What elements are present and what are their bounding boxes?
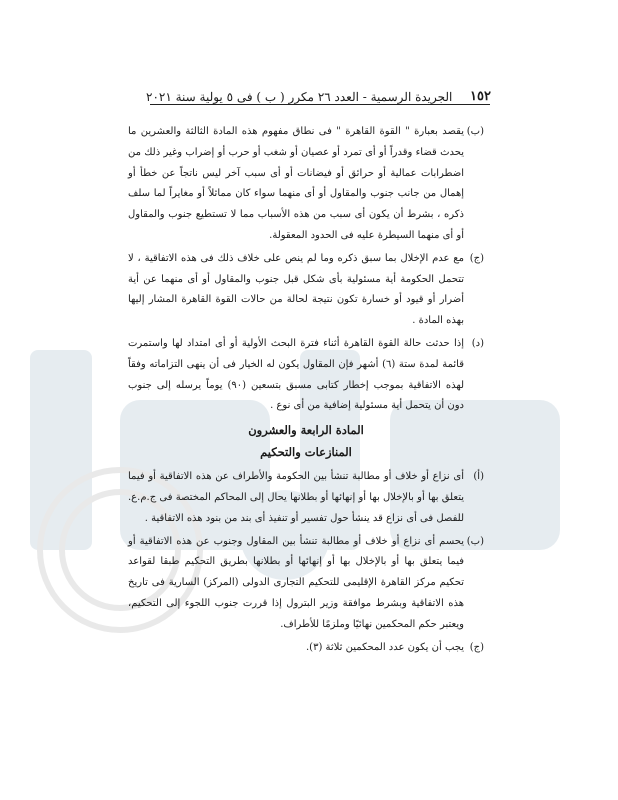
clause-paragraph xyxy=(128,638,484,659)
clause-text: يحسم أى نزاع أو خلاف أو مطالبة تنشأ بين المقاول وجنوب عن هذه الاتفاقية أو فيما يتعلق بها أو بالإخلال بها أو إنهائها أو بطلانها بطريق التحكيم طبقا لقواعد تحكيم مركز القاهرة الإقليمى للتحكيم التجارى الدولى (المركز) السارية فى تاريخ هذه الاتفاقية وبشرط موافقة وزير البترول إذا قررت جنوب اللجوء إلى التحكيم، ويعتبر حكم المحكمين نهائيًا وملزمًا للأطراف. xyxy=(128,535,464,630)
article-heading: المادة الرابعة والعشرون xyxy=(248,423,364,438)
clause-paragraph xyxy=(128,249,484,332)
clause-text: مع عدم الإخلال بما سبق ذكره وما لم ينص على خلاف ذلك فى هذه الاتفاقية ، لا تتحمل الحكومة أية مسئولية بأى شكل قبل جنوب والمقاول أو أى منهما عن أية أضرار أو قيود أو خسارة تكون نتيجة لحالة من حالات القوة القاهرة المشار إليها بهذه المادة . xyxy=(128,252,464,327)
clause-marker: (أ) xyxy=(473,471,484,483)
clause-paragraph xyxy=(128,532,484,636)
clause-marker: (ب) xyxy=(466,126,484,137)
page-header xyxy=(146,84,491,104)
header-divider xyxy=(150,104,490,105)
clause-paragraph xyxy=(128,467,484,529)
clause-marker: (ج) xyxy=(469,252,484,264)
clause-marker: (ب) xyxy=(466,535,484,547)
clause-marker: (د) xyxy=(471,337,484,349)
clause-paragraph xyxy=(128,334,484,417)
gazette-issue-line: الجريدة الرسمية - العدد ٢٦ مكرر ( ب ) فى ٥ يولية سنة ٢٠٢١ xyxy=(146,90,453,104)
article-subheading: المنازعات والتحكيم xyxy=(260,445,352,460)
clause-text: يقصد بعبارة " القوة القاهرة " فى نطاق مفهوم هذه المادة الثالثة والعشرين ما يحدث قضاء وقدراً أو أى تمرد أو عصيان أو شغب أو حرب أو إضراب وغير ذلك من اضطرابات عمالية أو حرائق أو فيضانات أو أى سبب آخر ليس ناتجاً عن خطأ أو إهمال من جانب جنوب والمقاول أو أى منهما سواء كان مماثلاً أو مغايراً لما سلف ذكره ، بشرط أن يكون أى سبب من هذه الأسباب مما لا تستطيع جنوب والمقاول أو أى منهما السيطرة عليه فى الحدود المعقولة. xyxy=(128,126,464,241)
clause-text: يجب أن يكون عدد المحكمين ثلاثة (٣). xyxy=(306,641,464,653)
document-body xyxy=(128,122,484,660)
clause-text: إذا حدثت حالة القوة القاهرة أثناء فترة البحث الأولية أو أى امتداد لها واستمرت قائمة لمدة ستة (٦) أشهر فإن المقاول يكون له الخيار فى أن ينهى التزاماته وفقاً لهذه الاتفاقية بموجب إخطار كتابى مسبق بتسعين (٩٠) يوماً يرسله إلى جنوب دون أن يتحمل أية مسئولية إضافية من أى نوع . xyxy=(128,337,464,412)
clause-paragraph xyxy=(128,122,484,247)
clause-text: أى نزاع أو خلاف أو مطالبة تنشأ بين الحكومة والأطراف عن هذه الاتفاقية أو فيما يتعلق بها أو بالإخلال بها أو إنهائها أو بطلانها يحال إلى المحاكم المختصة فى ج.م.ع. للفصل فى أى نزاع قد ينشأ حول تفسير أو تنفيذ أى بند من بنود هذه الاتفاقية . xyxy=(128,471,464,524)
page-number: ١٥٢ xyxy=(470,89,491,104)
clause-marker: (ج) xyxy=(469,641,484,653)
